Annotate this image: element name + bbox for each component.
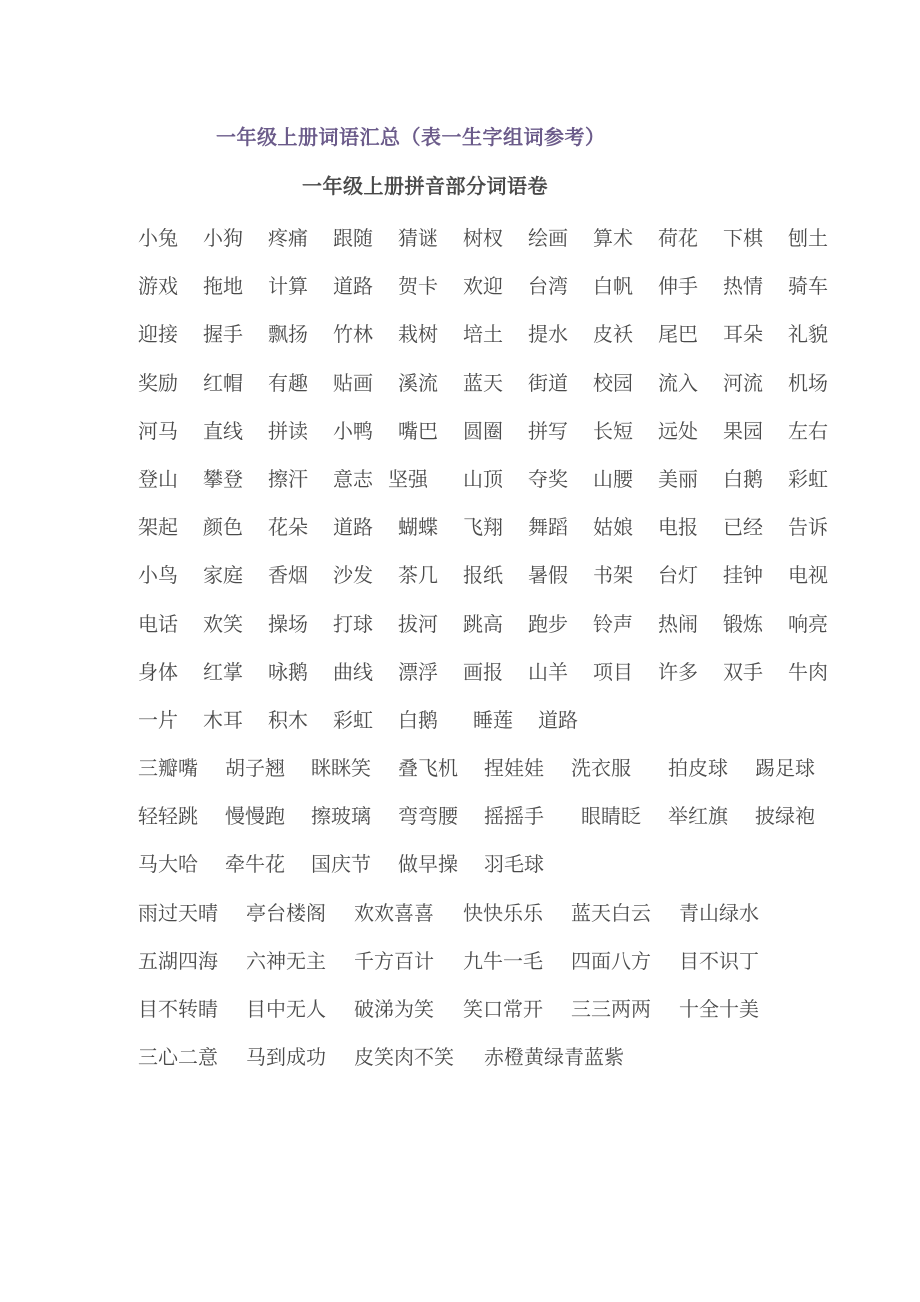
word: 骑车: [788, 274, 828, 299]
word: 跳高: [463, 611, 503, 636]
phrase: 九牛一毛: [463, 948, 543, 973]
phrase: 拍皮球: [668, 756, 728, 780]
word: 校园: [593, 370, 633, 395]
word: 积木: [268, 707, 308, 732]
word: 拖地: [203, 274, 243, 299]
word: 锻炼: [723, 611, 763, 636]
word: 拼读: [268, 418, 308, 443]
phrase: 摇摇手: [484, 804, 544, 829]
word: 欢笑: [203, 611, 243, 636]
phrase: 三瓣嘴: [138, 756, 198, 780]
word: 树杈: [463, 226, 503, 250]
word: 绘画: [528, 226, 568, 250]
word: 画报: [463, 659, 503, 684]
word: 培土: [463, 322, 503, 347]
word: 圆圈: [463, 418, 503, 443]
word: 小鸭: [333, 418, 373, 443]
word: 家庭: [203, 563, 243, 588]
phrase: 叠飞机: [398, 756, 458, 780]
word: 荷花: [658, 226, 698, 250]
phrase: 弯弯腰: [398, 804, 458, 829]
word: 白帆: [593, 274, 633, 299]
word: 握手: [203, 322, 243, 347]
word: 嘴巴: [398, 418, 438, 443]
word: 已经: [723, 515, 763, 540]
phrase: 擦玻璃: [311, 804, 371, 829]
phrase: 四面八方: [571, 948, 651, 973]
word-row: [138, 658, 838, 706]
word-row: [138, 224, 838, 272]
phrase: 青山绿水: [679, 900, 759, 925]
word: 贴画: [333, 370, 373, 395]
word: 跑步: [528, 611, 568, 636]
four-char-row: [138, 995, 838, 1043]
word: 项目: [593, 659, 633, 684]
phrase: 羽毛球: [484, 852, 544, 877]
phrase: 蓝天白云: [571, 900, 651, 925]
word: 告诉: [788, 515, 828, 540]
word-row: [138, 610, 838, 658]
word: 擦汗: [268, 466, 308, 491]
word: 红掌: [203, 659, 243, 684]
phrase: 十全十美: [679, 996, 759, 1021]
phrase: 举红旗: [668, 804, 728, 829]
three-char-row: [138, 754, 838, 802]
word-row: [138, 272, 838, 320]
word: 蓝天: [463, 370, 503, 395]
word: 彩虹: [333, 707, 373, 732]
word: 夺奖: [528, 466, 568, 491]
phrase: 破涕为笑: [354, 996, 434, 1021]
phrase: 做早操: [398, 852, 458, 877]
word: 铃声: [593, 611, 633, 636]
phrase: 欢欢喜喜: [354, 900, 434, 925]
phrase: 笑口常开: [463, 996, 543, 1021]
phrase: 国庆节: [311, 852, 371, 877]
word: 计算: [268, 274, 308, 299]
word: 河流: [723, 370, 763, 395]
word: 暑假: [528, 563, 568, 588]
word: 游戏: [138, 274, 178, 299]
word: 耳朵: [723, 322, 763, 347]
word: 直线: [203, 418, 243, 443]
word: 小兔: [138, 226, 178, 250]
word: 睡莲: [473, 707, 513, 732]
word-row: [138, 465, 838, 513]
phrase: 胡子翘: [225, 756, 285, 780]
four-char-row: [138, 899, 838, 947]
word: 台湾: [528, 274, 568, 299]
word: 坚强: [388, 466, 428, 491]
word: 猜谜: [398, 226, 438, 250]
word: 颜色: [203, 515, 243, 540]
word: 小鸟: [138, 563, 178, 588]
word: 有趣: [268, 370, 308, 395]
word: 美丽: [658, 466, 698, 491]
word: 花朵: [268, 515, 308, 540]
word: 台灯: [658, 563, 698, 588]
phrase: 雨过天晴: [138, 900, 218, 925]
word: 下棋: [723, 226, 763, 250]
word: 架起: [138, 515, 178, 540]
word: 沙发: [333, 563, 373, 588]
word: 伸手: [658, 274, 698, 299]
word: 电话: [138, 611, 178, 636]
four-char-row: [138, 1043, 838, 1091]
word: 栽树: [398, 322, 438, 347]
word: 香烟: [268, 563, 308, 588]
word: 曲线: [333, 659, 373, 684]
word: 白鹅: [398, 707, 438, 732]
phrase: 六神无主: [246, 948, 326, 973]
phrase: 眼睛眨: [581, 804, 641, 829]
word: 登山: [138, 466, 178, 491]
word: 意志: [333, 466, 373, 491]
word: 奖励: [138, 370, 178, 395]
word: 提水: [528, 322, 568, 347]
word: 白鹅: [723, 466, 763, 491]
word: 双手: [723, 659, 763, 684]
word: 流入: [658, 370, 698, 395]
word-row: [138, 706, 838, 754]
word: 河马: [138, 418, 178, 443]
phrase: 捏娃娃: [484, 756, 544, 780]
word: 拼写: [528, 418, 568, 443]
phrase: 快快乐乐: [463, 900, 543, 925]
word-row: [138, 417, 838, 465]
word: 蝴蝶: [398, 515, 438, 540]
word: 红帽: [203, 370, 243, 395]
phrase: 目中无人: [246, 996, 326, 1021]
word: 电报: [658, 515, 698, 540]
word-row: [138, 513, 838, 561]
word: 尾巴: [658, 322, 698, 347]
word: 算术: [593, 226, 633, 250]
phrase: 千方百计: [354, 948, 434, 973]
word: 飘扬: [268, 322, 308, 347]
phrase: 洗衣服: [571, 756, 631, 780]
word: 迎接: [138, 322, 178, 347]
word: 木耳: [203, 707, 243, 732]
word-row: [138, 320, 838, 368]
word: 贺卡: [398, 274, 438, 299]
word: 远处: [658, 418, 698, 443]
word: 攀登: [203, 466, 243, 491]
word: 疼痛: [268, 226, 308, 250]
word: 响亮: [788, 611, 828, 636]
word: 舞蹈: [528, 515, 568, 540]
three-char-row: [138, 850, 838, 898]
phrase: 马大哈: [138, 852, 198, 877]
word: 道路: [538, 707, 578, 732]
document-subtitle: 一年级上册拼音部分词语卷: [302, 174, 548, 198]
word: 身体: [138, 659, 178, 684]
word: 姑娘: [593, 515, 633, 540]
phrase: 眯眯笑: [311, 756, 371, 780]
phrase: 三三两两: [571, 996, 651, 1021]
word: 热闹: [658, 611, 698, 636]
word: 刨土: [788, 226, 828, 250]
phrase: 目不转睛: [138, 996, 218, 1021]
word: 道路: [333, 515, 373, 540]
word: 跟随: [333, 226, 373, 250]
phrase: 皮笑肉不笑: [354, 1045, 454, 1070]
phrase: 亭台楼阁: [246, 900, 326, 925]
word: 热情: [723, 274, 763, 299]
two-char-word-grid: [138, 224, 838, 754]
word: 牛肉: [788, 659, 828, 684]
word: 报纸: [463, 563, 503, 588]
phrase: 马到成功: [246, 1045, 326, 1070]
phrase: 轻轻跳: [138, 804, 198, 829]
phrase: 牵牛花: [225, 852, 285, 877]
word: 飞翔: [463, 515, 503, 540]
word: 山腰: [593, 466, 633, 491]
word: 山顶: [463, 466, 503, 491]
word: 山羊: [528, 659, 568, 684]
word: 小狗: [203, 226, 243, 250]
word: 左右: [788, 418, 828, 443]
word-row: [138, 561, 838, 609]
phrase: 披绿袍: [755, 804, 815, 829]
word: 欢迎: [463, 274, 503, 299]
four-char-row: [138, 947, 838, 995]
phrase: 赤橙黄绿青蓝紫: [484, 1045, 624, 1070]
word: 一片: [138, 707, 178, 732]
word: 挂钟: [723, 563, 763, 588]
document-title: 一年级上册词语汇总（表一生字组词参考）: [216, 125, 606, 149]
word: 礼貌: [788, 322, 828, 347]
word: 道路: [333, 274, 373, 299]
word-row: [138, 369, 838, 417]
word: 打球: [333, 611, 373, 636]
phrase: 慢慢跑: [225, 804, 285, 829]
word: 皮袄: [593, 322, 633, 347]
three-char-row: [138, 802, 838, 850]
word: 溪流: [398, 370, 438, 395]
word: 彩虹: [788, 466, 828, 491]
word: 长短: [593, 418, 633, 443]
word: 许多: [658, 659, 698, 684]
phrase: 三心二意: [138, 1045, 218, 1070]
phrase: 五湖四海: [138, 948, 218, 973]
word: 漂浮: [398, 659, 438, 684]
word: 操场: [268, 611, 308, 636]
word: 果园: [723, 418, 763, 443]
phrase: 踢足球: [755, 756, 815, 780]
word: 竹林: [333, 322, 373, 347]
word: 机场: [788, 370, 828, 395]
word: 书架: [593, 563, 633, 588]
word: 电视: [788, 563, 828, 588]
word: 街道: [528, 370, 568, 395]
phrase-list: [138, 754, 838, 1091]
phrase: 目不识丁: [679, 948, 759, 973]
word: 咏鹅: [268, 659, 308, 684]
word: 拔河: [398, 611, 438, 636]
word: 茶几: [398, 563, 438, 588]
